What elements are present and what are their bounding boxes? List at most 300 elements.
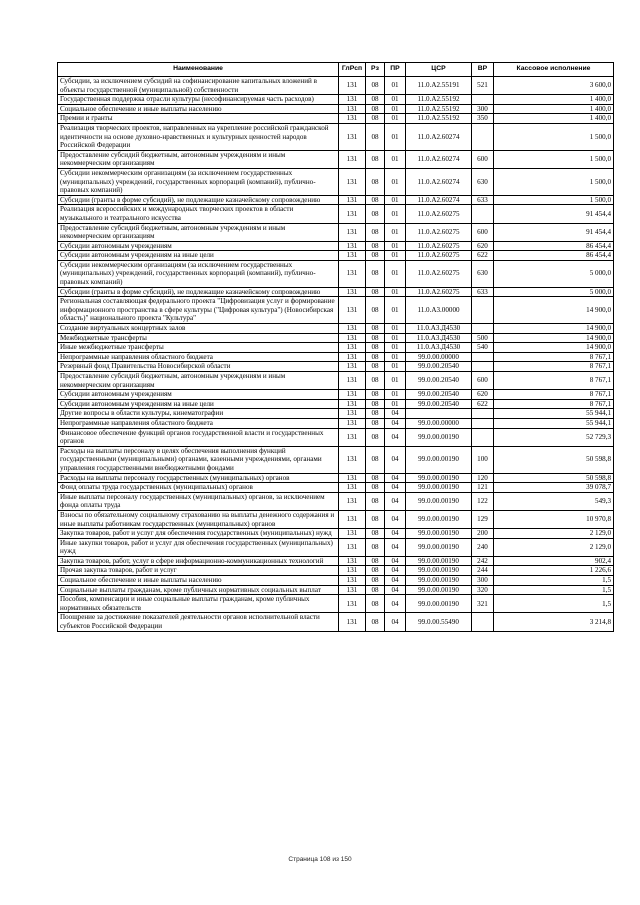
row-rz: 08 xyxy=(366,150,385,168)
row-glrsp: 131 xyxy=(339,595,366,613)
row-csr: 99.0.00.00000 xyxy=(406,352,472,362)
row-csr: 11.0.А2.60275 xyxy=(406,260,472,287)
row-csr: 11.0.А2.55192 xyxy=(406,104,472,114)
row-pr: 04 xyxy=(385,613,406,631)
row-csr: 11.0.А3.Д4530 xyxy=(406,343,472,353)
table-row xyxy=(58,123,614,150)
row-glrsp: 131 xyxy=(339,287,366,297)
row-name: Расходы на выплаты персоналу в целях обеспечения выполнения функций государственными (муниципальными) органами, казенными учреждениями, органами управления государственными внебюджетными фондами xyxy=(58,446,339,473)
row-amount: 14 900,0 xyxy=(494,343,614,353)
row-amount: 1 500,0 xyxy=(494,195,614,205)
table-row xyxy=(58,195,614,205)
row-rz: 08 xyxy=(366,595,385,613)
row-amount: 1 400,0 xyxy=(494,95,614,105)
row-pr: 01 xyxy=(385,260,406,287)
row-name: Предоставление субсидий бюджетным, автономным учреждениям и иным некоммерческим организациям xyxy=(58,150,339,168)
row-vr: 622 xyxy=(472,251,494,261)
row-glrsp: 131 xyxy=(339,241,366,251)
row-csr: 11.0.А3.Д4530 xyxy=(406,333,472,343)
row-vr: 630 xyxy=(472,260,494,287)
row-pr: 04 xyxy=(385,566,406,576)
row-name: Субсидии некоммерческим организациям (за исключением государственных (муниципальных) учреждений, государственных корпораций (компаний), публично-правовых компаний) xyxy=(58,168,339,195)
row-rz: 08 xyxy=(366,333,385,343)
row-csr: 99.0.00.00190 xyxy=(406,576,472,586)
row-pr: 01 xyxy=(385,77,406,95)
row-name: Социальные выплаты гражданам, кроме публичных нормативных социальных выплат xyxy=(58,585,339,595)
row-rz: 08 xyxy=(366,104,385,114)
row-glrsp: 131 xyxy=(339,352,366,362)
row-amount: 55 944,1 xyxy=(494,418,614,428)
row-pr: 04 xyxy=(385,585,406,595)
row-name: Государственная поддержка отрасли культуры (несофинансируемая часть расходов) xyxy=(58,95,339,105)
table-row xyxy=(58,613,614,631)
row-name: Субсидии автономным учреждениям на иные цели xyxy=(58,251,339,261)
row-csr: 99.0.00.00190 xyxy=(406,566,472,576)
row-glrsp: 131 xyxy=(339,362,366,372)
row-pr: 01 xyxy=(385,324,406,334)
table-row xyxy=(58,538,614,556)
row-glrsp: 131 xyxy=(339,538,366,556)
table-row xyxy=(58,352,614,362)
row-vr: 121 xyxy=(472,483,494,493)
row-glrsp: 131 xyxy=(339,95,366,105)
row-name: Пособия, компенсации и иные социальные выплаты гражданам, кроме публичных нормативных обязательств xyxy=(58,595,339,613)
row-glrsp: 131 xyxy=(339,510,366,528)
row-pr: 01 xyxy=(385,104,406,114)
table-row xyxy=(58,409,614,419)
row-rz: 08 xyxy=(366,343,385,353)
row-amount: 50 598,8 xyxy=(494,473,614,483)
row-vr: 633 xyxy=(472,195,494,205)
row-amount: 1,5 xyxy=(494,595,614,613)
row-csr: 11.0.А2.60275 xyxy=(406,205,472,223)
row-rz: 08 xyxy=(366,613,385,631)
row-rz: 08 xyxy=(366,168,385,195)
row-name: Финансовое обеспечение функций органов государственной власти и государственных органов xyxy=(58,428,339,446)
header-vr: ВР xyxy=(472,63,494,77)
row-csr: 99.0.00.55490 xyxy=(406,613,472,631)
row-amount: 2 129,0 xyxy=(494,529,614,539)
row-vr xyxy=(472,324,494,334)
row-amount: 86 454,4 xyxy=(494,251,614,261)
row-vr: 600 xyxy=(472,223,494,241)
row-name: Предоставление субсидий бюджетным, автономным учреждениям и иным некоммерческим организациям xyxy=(58,372,339,390)
table-row xyxy=(58,324,614,334)
table-row xyxy=(58,223,614,241)
row-rz: 08 xyxy=(366,362,385,372)
table-row xyxy=(58,205,614,223)
row-glrsp: 131 xyxy=(339,418,366,428)
table-row xyxy=(58,251,614,261)
row-pr: 01 xyxy=(385,343,406,353)
row-amount: 50 598,8 xyxy=(494,446,614,473)
table-row xyxy=(58,576,614,586)
row-rz: 08 xyxy=(366,428,385,446)
row-vr xyxy=(472,95,494,105)
row-glrsp: 131 xyxy=(339,297,366,324)
row-vr xyxy=(472,352,494,362)
row-amount: 10 970,8 xyxy=(494,510,614,528)
row-amount: 1 400,0 xyxy=(494,114,614,124)
row-amount: 8 767,1 xyxy=(494,390,614,400)
row-pr: 01 xyxy=(385,95,406,105)
row-glrsp: 131 xyxy=(339,77,366,95)
table-row xyxy=(58,333,614,343)
row-csr: 99.0.00.00190 xyxy=(406,483,472,493)
row-amount: 52 729,3 xyxy=(494,428,614,446)
row-name: Субсидии автономным учреждениям xyxy=(58,390,339,400)
row-pr: 01 xyxy=(385,150,406,168)
page-number: Страница 108 из 150 xyxy=(288,856,352,863)
row-glrsp: 131 xyxy=(339,223,366,241)
row-amount: 5 000,0 xyxy=(494,260,614,287)
row-csr: 11.0.А2.60275 xyxy=(406,241,472,251)
header-pr: ПР xyxy=(385,63,406,77)
row-rz: 08 xyxy=(366,529,385,539)
row-name: Субсидии автономным учреждениям xyxy=(58,241,339,251)
table-row xyxy=(58,114,614,124)
row-csr: 99.0.00.00190 xyxy=(406,556,472,566)
row-csr: 11.0.А2.60274 xyxy=(406,123,472,150)
row-csr: 11.0.А2.55191 xyxy=(406,77,472,95)
table-row xyxy=(58,343,614,353)
row-amount: 3 600,0 xyxy=(494,77,614,95)
row-glrsp: 131 xyxy=(339,483,366,493)
row-vr: 120 xyxy=(472,473,494,483)
row-pr: 04 xyxy=(385,446,406,473)
row-rz: 08 xyxy=(366,260,385,287)
row-vr: 620 xyxy=(472,241,494,251)
row-rz: 08 xyxy=(366,241,385,251)
row-glrsp: 131 xyxy=(339,613,366,631)
row-amount: 1 500,0 xyxy=(494,168,614,195)
row-vr: 300 xyxy=(472,104,494,114)
table-row xyxy=(58,483,614,493)
row-rz: 08 xyxy=(366,566,385,576)
row-name: Создание виртуальных концертных залов xyxy=(58,324,339,334)
row-vr xyxy=(472,613,494,631)
row-vr: 521 xyxy=(472,77,494,95)
row-rz: 08 xyxy=(366,576,385,586)
table-row xyxy=(58,287,614,297)
row-csr: 99.0.00.20540 xyxy=(406,372,472,390)
table-row xyxy=(58,492,614,510)
row-rz: 08 xyxy=(366,95,385,105)
row-glrsp: 131 xyxy=(339,529,366,539)
row-name: Реализация всероссийских и международных творческих проектов в области музыкального и театрального искусства xyxy=(58,205,339,223)
row-csr: 99.0.00.00190 xyxy=(406,510,472,528)
table-row xyxy=(58,168,614,195)
table-body xyxy=(58,77,614,632)
row-vr: 600 xyxy=(472,372,494,390)
row-csr: 11.0.А2.60274 xyxy=(406,150,472,168)
row-amount: 14 900,0 xyxy=(494,297,614,324)
row-amount: 86 454,4 xyxy=(494,241,614,251)
row-pr: 04 xyxy=(385,556,406,566)
row-name: Иные выплаты персоналу государственных (муниципальных) органов, за исключением фонда оплаты труда xyxy=(58,492,339,510)
row-pr: 01 xyxy=(385,195,406,205)
table-row xyxy=(58,150,614,168)
row-pr: 04 xyxy=(385,428,406,446)
row-name: Непрограммные направления областного бюджета xyxy=(58,418,339,428)
table-row xyxy=(58,241,614,251)
table-row xyxy=(58,104,614,114)
row-name: Социальное обеспечение и иные выплаты населению xyxy=(58,576,339,586)
table-row xyxy=(58,260,614,287)
row-pr: 04 xyxy=(385,492,406,510)
row-vr xyxy=(472,297,494,324)
row-glrsp: 131 xyxy=(339,372,366,390)
row-amount: 2 129,0 xyxy=(494,538,614,556)
row-amount: 549,3 xyxy=(494,492,614,510)
row-csr: 11.0.А2.60274 xyxy=(406,168,472,195)
row-csr: 99.0.00.00190 xyxy=(406,492,472,510)
row-name: Межбюджетные трансферты xyxy=(58,333,339,343)
row-pr: 04 xyxy=(385,409,406,419)
row-pr: 04 xyxy=(385,473,406,483)
row-pr: 01 xyxy=(385,362,406,372)
row-vr xyxy=(472,362,494,372)
table-row xyxy=(58,372,614,390)
row-csr: 99.0.00.20540 xyxy=(406,362,472,372)
header-amount: Кассовое исполнение xyxy=(494,63,614,77)
row-pr: 01 xyxy=(385,223,406,241)
row-pr: 04 xyxy=(385,529,406,539)
row-glrsp: 131 xyxy=(339,343,366,353)
row-rz: 08 xyxy=(366,372,385,390)
row-name: Непрограммные направления областного бюджета xyxy=(58,352,339,362)
row-glrsp: 131 xyxy=(339,123,366,150)
row-csr: 11.0.А2.55192 xyxy=(406,114,472,124)
row-amount: 1 400,0 xyxy=(494,104,614,114)
row-amount: 8 767,1 xyxy=(494,352,614,362)
row-vr: 350 xyxy=(472,114,494,124)
budget-table-page xyxy=(57,62,613,632)
row-rz: 08 xyxy=(366,492,385,510)
table-row xyxy=(58,473,614,483)
row-glrsp: 131 xyxy=(339,324,366,334)
row-csr: 99.0.00.00190 xyxy=(406,473,472,483)
row-vr: 500 xyxy=(472,333,494,343)
row-name: Предоставление субсидий бюджетным, автономным учреждениям и иным некоммерческим организациям xyxy=(58,223,339,241)
row-glrsp: 131 xyxy=(339,585,366,595)
row-amount: 1 500,0 xyxy=(494,150,614,168)
table-header-row xyxy=(58,63,614,77)
row-glrsp: 131 xyxy=(339,168,366,195)
row-pr: 04 xyxy=(385,595,406,613)
row-rz: 08 xyxy=(366,556,385,566)
row-csr: 11.0.А3.00000 xyxy=(406,297,472,324)
row-name: Субсидии, за исключением субсидий на софинансирование капитальных вложений в объекты государственной (муниципальной) собственности xyxy=(58,77,339,95)
row-pr: 01 xyxy=(385,241,406,251)
table-row xyxy=(58,510,614,528)
row-rz: 08 xyxy=(366,446,385,473)
table-row xyxy=(58,428,614,446)
row-csr xyxy=(406,409,472,419)
row-rz: 08 xyxy=(366,409,385,419)
row-pr: 01 xyxy=(385,399,406,409)
row-pr: 01 xyxy=(385,297,406,324)
row-vr: 100 xyxy=(472,446,494,473)
row-csr: 11.0.А2.60274 xyxy=(406,195,472,205)
table-row xyxy=(58,585,614,595)
row-csr: 11.0.А2.55192 xyxy=(406,95,472,105)
row-vr: 622 xyxy=(472,399,494,409)
row-vr: 242 xyxy=(472,556,494,566)
row-name: Поощрение за достижение показателей деятельности органов исполнительной власти субъектов Российской Федерации xyxy=(58,613,339,631)
row-name: Резервный фонд Правительства Новосибирской области xyxy=(58,362,339,372)
row-rz: 08 xyxy=(366,352,385,362)
header-csr: ЦСР xyxy=(406,63,472,77)
row-glrsp: 131 xyxy=(339,576,366,586)
row-name: Премии и гранты xyxy=(58,114,339,124)
row-rz: 08 xyxy=(366,585,385,595)
row-glrsp: 131 xyxy=(339,399,366,409)
table-row xyxy=(58,446,614,473)
row-name: Субсидии (гранты в форме субсидий), не подлежащие казначейскому сопровождению xyxy=(58,287,339,297)
row-pr: 04 xyxy=(385,483,406,493)
row-vr: 633 xyxy=(472,287,494,297)
row-rz: 08 xyxy=(366,483,385,493)
row-vr xyxy=(472,205,494,223)
row-rz: 08 xyxy=(366,510,385,528)
row-vr xyxy=(472,418,494,428)
row-rz: 08 xyxy=(366,297,385,324)
row-amount: 55 944,1 xyxy=(494,409,614,419)
row-amount: 5 000,0 xyxy=(494,287,614,297)
row-pr: 01 xyxy=(385,205,406,223)
table-row xyxy=(58,418,614,428)
row-csr: 99.0.00.00190 xyxy=(406,585,472,595)
table-row xyxy=(58,362,614,372)
row-amount: 8 767,1 xyxy=(494,372,614,390)
row-amount: 1 226,6 xyxy=(494,566,614,576)
table-row xyxy=(58,556,614,566)
row-pr: 01 xyxy=(385,390,406,400)
row-name: Региональная составляющая федерального проекта "Цифровизация услуг и формирование информационного пространства в сфере культуры ("Цифровая культура") (Новосибирская область)" национального проекта "Культура" xyxy=(58,297,339,324)
row-pr: 04 xyxy=(385,538,406,556)
row-name: Социальное обеспечение и иные выплаты населению xyxy=(58,104,339,114)
row-name: Субсидии некоммерческим организациям (за исключением государственных (муниципальных) учреждений, государственных корпораций (компаний), публично-правовых компаний) xyxy=(58,260,339,287)
row-name: Взносы по обязательному социальному страхованию на выплаты денежного содержания и иные выплаты работникам государственных (муниципальных) органов xyxy=(58,510,339,528)
row-glrsp: 131 xyxy=(339,473,366,483)
row-vr: 122 xyxy=(472,492,494,510)
row-csr: 11.0.А2.60275 xyxy=(406,287,472,297)
row-name: Закупка товаров, работ, услуг в сфере информационно-коммуникационных технологий xyxy=(58,556,339,566)
row-csr: 99.0.00.00190 xyxy=(406,428,472,446)
table-row xyxy=(58,297,614,324)
row-vr: 244 xyxy=(472,566,494,576)
row-rz: 08 xyxy=(366,205,385,223)
row-pr: 01 xyxy=(385,168,406,195)
row-glrsp: 131 xyxy=(339,251,366,261)
row-csr: 99.0.00.00190 xyxy=(406,529,472,539)
row-amount: 91 454,4 xyxy=(494,223,614,241)
row-csr: 11.0.А2.60275 xyxy=(406,223,472,241)
row-amount: 1 500,0 xyxy=(494,123,614,150)
row-vr: 540 xyxy=(472,343,494,353)
row-pr: 01 xyxy=(385,251,406,261)
row-vr xyxy=(472,428,494,446)
row-glrsp: 131 xyxy=(339,390,366,400)
header-rz: Рз xyxy=(366,63,385,77)
row-rz: 08 xyxy=(366,223,385,241)
row-glrsp: 131 xyxy=(339,195,366,205)
row-csr: 99.0.00.00190 xyxy=(406,595,472,613)
row-rz: 08 xyxy=(366,399,385,409)
row-csr: 99.0.00.00000 xyxy=(406,418,472,428)
row-name: Иные межбюджетные трансферты xyxy=(58,343,339,353)
table-row xyxy=(58,595,614,613)
row-vr: 630 xyxy=(472,168,494,195)
row-csr: 99.0.00.00190 xyxy=(406,446,472,473)
row-vr: 300 xyxy=(472,576,494,586)
row-glrsp: 131 xyxy=(339,114,366,124)
row-name: Прочая закупка товаров, работ и услуг xyxy=(58,566,339,576)
row-amount: 14 900,0 xyxy=(494,324,614,334)
row-rz: 08 xyxy=(366,390,385,400)
table-row xyxy=(58,77,614,95)
row-vr: 240 xyxy=(472,538,494,556)
row-glrsp: 131 xyxy=(339,409,366,419)
row-rz: 08 xyxy=(366,195,385,205)
row-name: Фонд оплаты труда государственных (муниципальных) органов xyxy=(58,483,339,493)
table-row xyxy=(58,390,614,400)
row-csr: 99.0.00.20540 xyxy=(406,390,472,400)
row-pr: 01 xyxy=(385,372,406,390)
row-amount: 8 767,1 xyxy=(494,362,614,372)
row-vr: 321 xyxy=(472,595,494,613)
table-row xyxy=(58,529,614,539)
row-pr: 01 xyxy=(385,287,406,297)
row-vr: 200 xyxy=(472,529,494,539)
row-csr: 11.0.А3.Д4530 xyxy=(406,324,472,334)
row-rz: 08 xyxy=(366,418,385,428)
row-csr: 99.0.00.00190 xyxy=(406,538,472,556)
row-amount: 1,5 xyxy=(494,585,614,595)
row-name: Закупка товаров, работ и услуг для обеспечения государственных (муниципальных) нужд xyxy=(58,529,339,539)
row-name: Реализация творческих проектов, направленных на укрепление российской гражданской идентичности на основе духовно-нравственных и культурных ценностей народов Российской Федерации xyxy=(58,123,339,150)
row-csr: 99.0.00.20540 xyxy=(406,399,472,409)
row-glrsp: 131 xyxy=(339,492,366,510)
row-name: Субсидии (гранты в форме субсидий), не подлежащие казначейскому сопровождению xyxy=(58,195,339,205)
row-glrsp: 131 xyxy=(339,260,366,287)
row-glrsp: 131 xyxy=(339,428,366,446)
row-glrsp: 131 xyxy=(339,556,366,566)
row-pr: 01 xyxy=(385,352,406,362)
row-glrsp: 131 xyxy=(339,104,366,114)
row-name: Расходы на выплаты персоналу государственных (муниципальных) органов xyxy=(58,473,339,483)
row-amount: 1,5 xyxy=(494,576,614,586)
row-rz: 08 xyxy=(366,114,385,124)
row-name: Другие вопросы в области культуры, кинематографии xyxy=(58,409,339,419)
row-vr: 129 xyxy=(472,510,494,528)
row-glrsp: 131 xyxy=(339,333,366,343)
row-rz: 08 xyxy=(366,77,385,95)
row-rz: 08 xyxy=(366,538,385,556)
header-glrsp: ГлРсп xyxy=(339,63,366,77)
row-vr: 620 xyxy=(472,390,494,400)
row-pr: 01 xyxy=(385,123,406,150)
table-row xyxy=(58,566,614,576)
table-row xyxy=(58,95,614,105)
row-amount: 902,4 xyxy=(494,556,614,566)
row-pr: 04 xyxy=(385,418,406,428)
row-amount: 91 454,4 xyxy=(494,205,614,223)
row-vr: 600 xyxy=(472,150,494,168)
row-vr xyxy=(472,123,494,150)
row-pr: 01 xyxy=(385,114,406,124)
